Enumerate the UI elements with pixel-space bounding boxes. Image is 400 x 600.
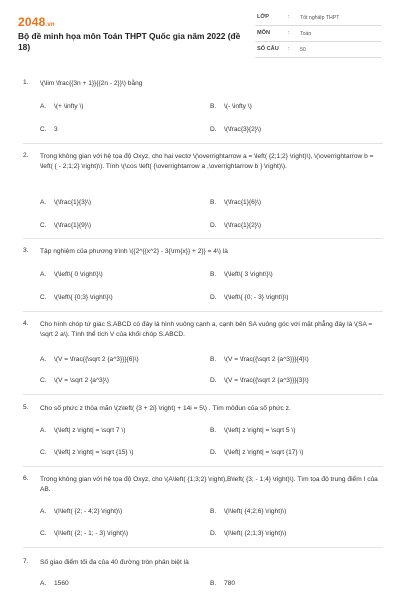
info-row-class: [255, 10, 382, 26]
option-text: \(\frac{3}{2}\): [224, 126, 262, 133]
document-info-table: [255, 10, 382, 58]
option-text: \(\frac{1}{6}\): [224, 199, 262, 206]
option-c[interactable]: C. \(V = \sqrt 2 {a^3}\): [40, 377, 109, 384]
option-text: \(- \infty \): [224, 103, 252, 110]
option-c[interactable]: C. \(\left| z \right| = \sqrt {15} \): [40, 449, 134, 456]
question-text: Cho số phức z thỏa mãn \(z\left( {3 + 2i} \right) + 14i = 5\) . Tìm môđun của số phức z.: [40, 405, 291, 412]
option-c[interactable]: C. 3: [40, 126, 58, 133]
option-a[interactable]: A. \(\frac{1}{3}\): [40, 199, 92, 206]
option-a[interactable]: A. \(\left| z \right| = \sqrt 7 \): [40, 427, 126, 434]
info-colon: :: [288, 46, 290, 52]
info-value: Toán: [300, 30, 312, 37]
option-d[interactable]: D. \(I\left( {2;1;3} \right)\): [210, 530, 287, 537]
info-key: MÔN: [257, 30, 271, 36]
option-text: \(\left\{ {0; - 3} \right\}\): [224, 294, 289, 301]
option-text: 1560: [54, 580, 69, 587]
info-key: LỚP: [257, 14, 269, 20]
info-row-subject: [255, 26, 382, 42]
logo-main-text: 2048: [18, 15, 46, 29]
question-number: 1.: [23, 79, 29, 86]
question-text: Trong không gian với hệ tọa độ Oxyz, cho hai vectơ \(\overrightarrow a = \left( {2;1;2} \right)\), \(\overrightarrow b = \left( { - 2;1;2} \right)\). Tính \(\cos \left( {\overrightarrow a ,\overrightarrow b } \right)\).: [40, 153, 374, 170]
option-b[interactable]: B. \(\frac{1}{6}\): [210, 199, 262, 206]
option-a[interactable]: A. \(+ \infty \): [40, 103, 84, 110]
option-text: 780: [224, 580, 236, 587]
option-text: \(V = \frac{{\sqrt 2 {a^3}}}{3}\): [224, 377, 309, 384]
option-text: \(+ \infty \): [54, 103, 84, 110]
document-header: [18, 10, 382, 62]
option-a[interactable]: A. \(I\left( {2; - 4;2} \right)\): [40, 508, 123, 515]
option-b[interactable]: B. \(\left| z \right| = \sqrt 5 \): [210, 427, 296, 434]
option-text: \(I\left( {2; - 1; - 3} \right)\): [54, 530, 129, 537]
option-text: \(\left| z \right| = \sqrt 5 \): [224, 427, 296, 434]
option-text: \(\frac{1}{9}\): [54, 222, 92, 229]
option-d[interactable]: D. \(\frac{3}{2}\): [210, 126, 262, 133]
option-text: \(\left\{ 0 \right\}\): [54, 271, 103, 278]
option-text: \(\left| z \right| = \sqrt 7 \): [54, 427, 126, 434]
option-d[interactable]: D. \(\left\{ {0; - 3} \right\}\): [210, 294, 289, 301]
divider: [23, 311, 383, 312]
info-key: SỐ CÂU: [257, 46, 279, 52]
option-text: \(\left\{ {0;3} \right\}\): [54, 294, 113, 301]
question-number: 4.: [23, 320, 29, 327]
option-b[interactable]: B. \(- \infty \): [210, 103, 252, 110]
question-text: Cho hình chóp tứ giác S.ABCD có đáy là hình vuông cạnh a, cạnh bên SA vuông góc với mặt phẳng đáy là \(SA = \sqrt 2 a\). Tính thể tích V của khối chóp S.ABCD.: [40, 321, 373, 338]
question-number: 5.: [23, 404, 29, 411]
option-text: \(\frac{1}{2}\): [224, 222, 262, 229]
question-number: 6.: [23, 475, 29, 482]
option-a[interactable]: A. \(\left\{ 0 \right\}\): [40, 271, 103, 278]
logo-suffix-text: .vn: [45, 22, 55, 28]
info-value: Tốt nghiệp THPT: [300, 14, 340, 21]
option-text: \(I\left( {2; - 4;2} \right)\): [54, 508, 123, 515]
option-c[interactable]: C. \(I\left( {2; - 1; - 3} \right)\): [40, 530, 129, 537]
option-b[interactable]: B. \(\left\{ 3 \right\}\): [210, 271, 273, 278]
document-title: Bộ đề minh họa môn Toán THPT Quốc gia năm 2022 (đề 18): [18, 31, 241, 52]
option-d[interactable]: D. \(\frac{1}{2}\): [210, 222, 262, 229]
divider: [23, 394, 383, 395]
option-text: \(V = \sqrt 2 {a^3}\): [54, 377, 109, 384]
option-d[interactable]: D. \(V = \frac{{\sqrt 2 {a^3}}}{3}\): [210, 377, 309, 384]
option-c[interactable]: C. \(\frac{1}{9}\): [40, 222, 92, 229]
option-text: \(V = \frac{{\sqrt 2 {a^3}}}{4}\): [224, 356, 309, 363]
question-number: 2.: [23, 152, 29, 159]
divider: [23, 466, 383, 467]
info-colon: :: [288, 30, 290, 36]
option-text: \(\left| z \right| = \sqrt {17} \): [224, 449, 304, 456]
option-c[interactable]: C. \(\left\{ {0;3} \right\}\): [40, 294, 113, 301]
option-text: \(V = \frac{{\sqrt 2 {a^3}}}{6}\): [54, 356, 139, 363]
option-text: 3: [54, 126, 58, 133]
option-text: \(\left| z \right| = \sqrt {15} \): [54, 449, 134, 456]
info-value: 50: [300, 46, 306, 53]
option-a[interactable]: A. \(V = \frac{{\sqrt 2 {a^3}}}{6}\): [40, 356, 139, 363]
option-b[interactable]: B. \(I\left( {4;2;6} \right)\): [210, 508, 287, 515]
question-text: Tập nghiệm của phương trình \({2^{{x^2} - 3{\rm{x}} + 2}} = 4\) là: [40, 248, 228, 255]
question-number: 3.: [23, 247, 29, 254]
option-b[interactable]: B. 780: [210, 580, 236, 587]
option-text: \(\frac{1}{3}\): [54, 199, 92, 206]
option-b[interactable]: B. \(V = \frac{{\sqrt 2 {a^3}}}{4}\): [210, 356, 309, 363]
option-text: \(I\left( {4;2;6} \right)\): [224, 508, 287, 515]
divider: [23, 143, 383, 144]
question-number: 7.: [23, 558, 29, 565]
divider: [23, 238, 383, 239]
option-text: \(I\left( {2;1;3} \right)\): [224, 530, 287, 537]
option-d[interactable]: D. \(\left| z \right| = \sqrt {17} \): [210, 449, 304, 456]
question-text: Trong không gian với hệ tọa độ Oxyz, cho \(A\left( {1;3;2} \right),B\left( {3; - 1;4} \right)\). Tìm tọa độ trung điểm I của AB.: [40, 476, 378, 493]
divider: [23, 547, 383, 548]
site-logo[interactable]: [18, 15, 55, 29]
info-row-question-count: [255, 42, 382, 58]
option-a[interactable]: A. 1560: [40, 580, 69, 587]
question-text: \(\lim \frac{{3n + 1}}{{2n - 2}}\) bằng: [40, 80, 143, 87]
question-text: Số giao điểm tối đa của 40 đường tròn phân biệt là: [40, 559, 189, 566]
info-colon: :: [288, 14, 290, 20]
option-text: \(\left\{ 3 \right\}\): [224, 271, 273, 278]
